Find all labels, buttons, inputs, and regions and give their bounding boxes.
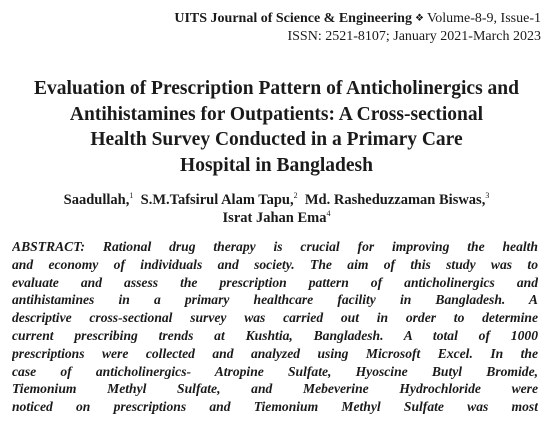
title-line: Antihistamines for Outpatients: A Cross-sectional: [69, 103, 484, 125]
abstract-line: noticed on prescriptions and Tiemonium Methyl Sulfate was most: [12, 399, 538, 415]
title-line: Health Survey Conducted in a Primary Care: [90, 129, 463, 150]
author-name: Saadullah,: [63, 192, 130, 208]
volume-issue: Volume-8-9, Issue-1: [426, 11, 541, 26]
abstract-line: Tiemonium Methyl Sulfate, and Mebeverine Hydrochloride were: [12, 381, 538, 397]
diamond-icon: ❖: [414, 13, 424, 24]
abstract-line: and economy of individuals and society. The aim of this study was to: [12, 256, 538, 272]
author-line-1: [10, 191, 543, 209]
journal-header: [174, 10, 541, 46]
journal-name: UITS Journal of Science & Engineering: [174, 11, 412, 26]
abstract-line: current prescribing trends at Kushtia, Bangladesh. A total of 1000: [12, 327, 538, 343]
paper-title: [10, 76, 543, 178]
abstract-line: evaluate and assess the prescription pattern of anticholinergics and: [12, 274, 538, 290]
author-line-2: [10, 209, 543, 227]
journal-line-1: [174, 10, 541, 28]
author-list: [10, 191, 543, 227]
author-name: Israt Jahan Ema: [222, 210, 327, 226]
abstract-line: antihistamines in a primary healthcare facility in Bangladesh. A: [12, 292, 538, 308]
author-affiliation-mark: 2: [293, 191, 298, 200]
author-affiliation-mark: 4: [326, 209, 331, 218]
abstract-line: ABSTRACT: Rational drug therapy is crucial for improving the health: [12, 239, 538, 254]
abstract: [12, 238, 538, 416]
title-line: Hospital in Bangladesh: [180, 154, 373, 176]
author-name: S.M.Tafsirul Alam Tapu,: [140, 192, 294, 208]
author-affiliation-mark: 1: [129, 191, 134, 200]
issn-date: ISSN: 2521-8107; January 2021-March 2023: [287, 29, 541, 44]
abstract-line: descriptive cross-sectional survey was carried out in order to determine: [12, 310, 538, 326]
title-line: Evaluation of Prescription Pattern of Anticholinergics and: [34, 78, 519, 99]
author-affiliation-mark: 3: [485, 191, 490, 200]
abstract-line: prescriptions were collected and analyzed using Microsoft Excel. In the: [12, 345, 538, 361]
abstract-line: case of anticholinergics- Atropine Sulfate, Hyoscine Butyl Bromide,: [12, 363, 538, 379]
author-name: Md. Rasheduzzaman Biswas,: [304, 192, 486, 208]
